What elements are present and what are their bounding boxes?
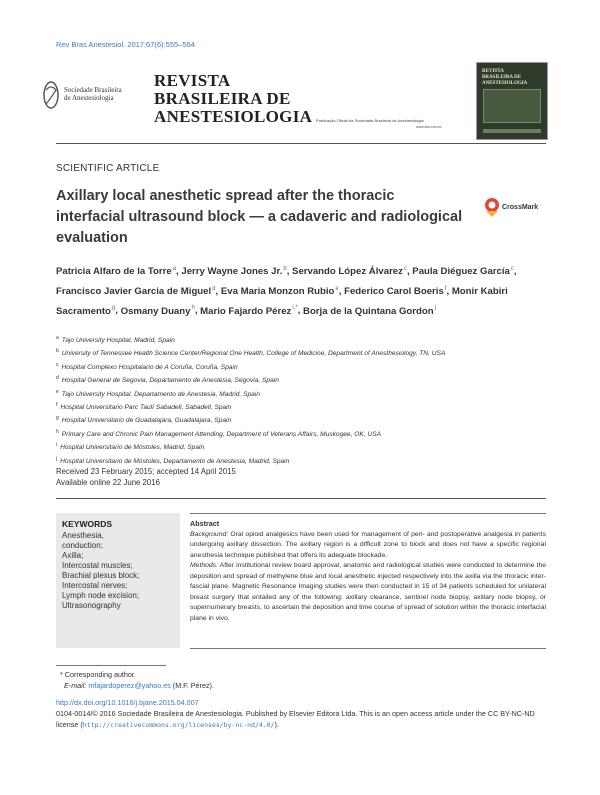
crossmark-badge[interactable] [484,197,546,217]
journal-citation[interactable]: Rev Bras Anestesiol. 2017;67(6):555–564 [56,40,195,49]
keyword: Intercostal muscles; [62,561,133,570]
received-date: Received 23 February 2015; accepted 14 April 2015 [56,467,236,476]
license-link[interactable]: http://creativecommons.org/licenses/by-nc-nd/4.0/ [82,721,275,729]
footnote-rule [56,665,166,666]
author-list: Patricia Alfaro de la Torre$^a$, Jerry Wayne Jones Jr.$^b$, Servando López Álvarez$^c$, Paula Diéguez García$^c$, Francisco Javier Garcia de Miguel$^d$, Eva Maria Monzon Rubio$^e$, Federico Carol Boeris$^f$, Monir Kabiri Sacramento$^g$, Osmany Duany$^h$, Mario Fajardo Pérez$^{i,*}$, Borja de la Quintana Gordon$^j$ [56,266,517,317]
affiliation: $^d$ Hospital General de Segovia, Departamento de Anestesia, Segovia, Spain [56,375,279,385]
author[interactable]: Osmany Duany$^h$ [120,305,195,317]
article-dates [56,466,236,488]
abstract-background: Background: Oral opioid analgesics have been used for management of peri- and postoperative analgesia in patients undergoing axillary dissection. The axillary region is a difficult zone to block and does not have a specific regional anesthesia technique published that offers its adequate blockade. [190,530,546,559]
author[interactable]: Federico Carol Boeris$^f$ [344,285,447,297]
author[interactable]: Eva Maria Monzon Rubio$^e$ [220,285,339,297]
author[interactable]: Paula Diéguez García$^c$ [412,266,514,278]
keyword: Brachial plexus block; [62,571,140,580]
journal-subtitle: Publicação Oficial da Sociedade Brasileira de Anestesiologia [316,118,424,123]
doi-link[interactable]: http://dx.doi.org/10.1016/j.bjane.2015.04.007 [56,698,199,707]
society-logo-icon [42,80,60,110]
affiliation: $^f$ Hospital Universitario Parc Taulí Sabadell, Sabadell, Spain [56,401,232,412]
author[interactable]: Jerry Wayne Jones Jr.$^b$ [181,266,287,278]
cover-illustration [483,89,541,123]
affiliation: $^c$ Hospital Complexo Hospitalario de A Coruña, Coruña, Spain [56,361,238,371]
affiliation: $^b$ University of Tennessee Health Science Center/Regional One Health, College of Medicine, Department of Anesthesiology, TN, USA [56,348,446,358]
doi-license-block: http://dx.doi.org/10.1016/j.bjane.2015.04.007 0104-0014/© 2016 Sociedade Brasileira de Anestesiologia. Published by Elsevier Editora Ltda. This is an open access article under the CC BY-NC-ND license (http://creativecommons.org/licenses/by-nc-nd/4.0/). [56,697,546,731]
article-title: Axillary local anesthetic spread after the thoracic interfacial ultrasound block — a cadaveric and radiological evaluation [56,188,463,246]
society-name: Sociedade Brasileira de Anestesiologia [64,86,122,102]
keywords-title: KEYWORDS [62,519,113,529]
keyword: Axilla; [62,551,84,560]
affiliation-list [56,333,546,467]
keyword: Intercostal nerves; [62,581,128,590]
article-section: SCIENTIFIC ARTICLE [56,163,160,174]
header-divider [56,143,546,144]
crossmark-label: CrossMark [502,204,539,211]
journal-name: REVISTA BRASILEIRA DE ANESTESIOLOGIA [154,71,313,126]
affiliation: $^g$ Hospital Universitario de Guadalajara, Guadalajara, Spain [56,415,232,425]
journal-cover-image [476,62,548,140]
affiliation: $^h$ Primary Care and Chronic Pain Management Attending, Department of Veterans Affairs, Muskogee, OK, USA [56,428,381,438]
journal-url[interactable]: www.sba.com.br [416,125,442,129]
journal-header [36,62,566,134]
keyword: conduction; [62,541,103,550]
author[interactable]: Monir Kabiri Sacramento$^g$ [56,285,508,317]
author[interactable]: Mario Fajardo Pérez$^{i,*}$ [200,305,298,317]
abstract-title: Abstract [190,519,220,528]
affiliation: $^j$ Hospital Universitario de Móstoles, Departamento de Anestesia, Madrid, Spain [56,455,290,465]
online-date: Available online 22 June 2016 [56,478,160,487]
abstract-bottom-rule [190,648,546,649]
cover-title: REVISTA BRASILEIRA DE ANESTESIOLOGIA [482,69,528,86]
society-logo [42,80,142,112]
affiliation: $^a$ Tajo University Hospital, Madrid, Spain [56,335,175,345]
keyword: Anesthesia, [62,531,104,540]
keyword: Lymph node excision; [62,591,140,600]
dates-divider [56,498,546,499]
corresponding-author-note: * Corresponding author. E-mail: mfajardoperez@yahoo.es (M.F. Pérez). [56,670,214,690]
author-email-link[interactable]: mfajardoperez@yahoo.es [88,681,171,690]
abstract [190,519,546,624]
keyword: Ultrasonography [62,601,121,610]
cover-bar [483,129,541,133]
crossmark-icon [484,197,500,217]
author[interactable]: Servando López Álvarez$^c$ [292,266,407,278]
affiliation: $^e$ Tajo University Hospital, Departamento de Anestesia, Madrid, Spain [56,388,260,398]
author[interactable]: Francisco Javier Garcia de Miguel$^d$ [56,285,216,297]
abstract-methods: Methods: After institutional review board approval, anatomic and radiological studies were conducted to determine the deposition and spread of methylene blue and local anesthetic injected respectively into the axilla via the thoracic inter-fascial plane. Magnetic Resonance Imaging studies were then conducted in 15 of 34 patients scheduled for unilateral breast surgery that entailed any of the following: axillary clearance, sentinel node biopsy, axillary node biopsy, or supernumerary breasts, to ascertain the deposition and time course of spread of solution within the thoracic interfacial plane in vivo. [190,562,547,622]
abstract-top-rule [190,513,546,514]
author[interactable]: Patricia Alfaro de la Torre$^a$ [56,266,177,278]
author[interactable]: Borja de la Quintana Gordon$^j$ [303,305,436,317]
affiliation: $^i$ Hospital Universitario de Móstoles, Madrid, Spain [56,442,205,452]
keywords-box [56,513,180,648]
